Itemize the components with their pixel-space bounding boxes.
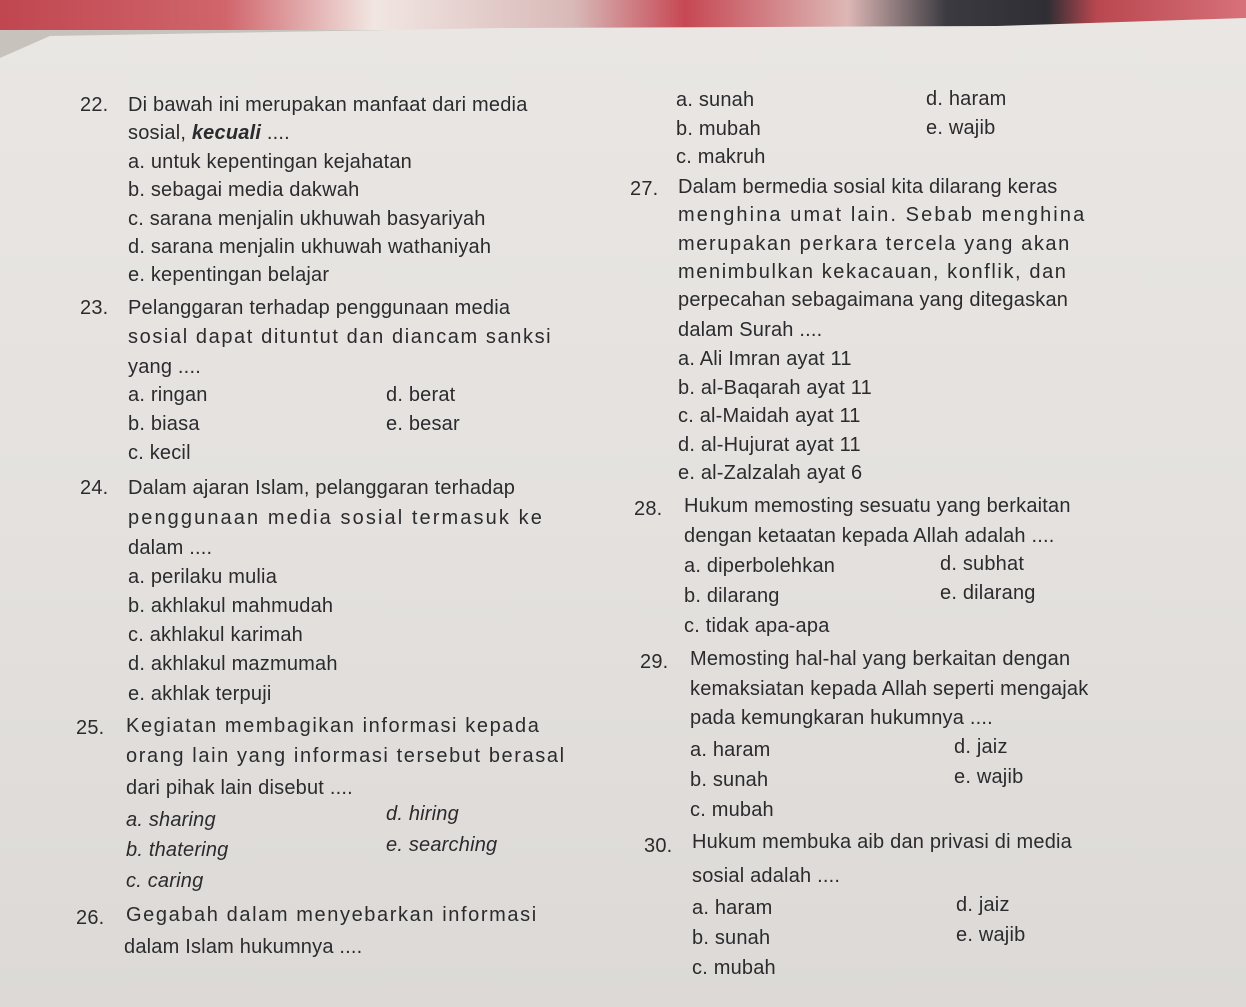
option-e[interactable]: e. al-Zalzalah ayat 6 [678, 462, 863, 484]
option-e[interactable]: e. dilarang [940, 582, 1036, 604]
option-b[interactable]: b. sebagai media dakwah [128, 179, 360, 201]
option-c[interactable]: c. makruh [676, 146, 766, 168]
option-b[interactable]: b. biasa [128, 413, 200, 435]
option-a[interactable]: a. sunah [676, 89, 755, 111]
question-text: Hukum membuka aib dan privasi di media [692, 831, 1072, 853]
option-a[interactable]: a. Ali Imran ayat 11 [678, 348, 852, 370]
question-number: 26. [76, 907, 105, 929]
question-text: yang .... [128, 356, 201, 378]
option-d[interactable]: d. al-Hujurat ayat 11 [678, 434, 861, 456]
question-number: 23. [80, 297, 109, 319]
question-text: Di bawah ini merupakan manfaat dari media [128, 94, 528, 116]
option-c[interactable]: c. mubah [690, 799, 774, 821]
question-text: Pelanggaran terhadap penggunaan media [128, 297, 511, 319]
option-d[interactable]: d. akhlakul mazmumah [128, 653, 338, 675]
option-c[interactable]: c. tidak apa-apa [684, 615, 830, 637]
option-a[interactable]: a. perilaku mulia [128, 566, 278, 588]
option-a[interactable]: a. ringan [128, 384, 208, 406]
option-a[interactable]: a. untuk kepentingan kejahatan [128, 151, 412, 173]
question-text: penggunaan media sosial termasuk ke [128, 507, 544, 529]
option-d[interactable]: d. jaiz [954, 736, 1008, 758]
question-text: merupakan perkara tercela yang akan [678, 233, 1071, 255]
question-text: Hukum memosting sesuatu yang berkaitan [684, 495, 1071, 517]
option-d[interactable]: d. berat [386, 384, 456, 406]
option-b[interactable]: b. dilarang [684, 585, 780, 607]
option-e[interactable]: e. besar [386, 413, 460, 435]
option-a[interactable]: a. diperbolehkan [684, 555, 836, 577]
question-text: dengan ketaatan kepada Allah adalah .... [684, 525, 1055, 547]
question-text: dalam .... [128, 537, 213, 559]
question-text: sosial, kecuali .... [128, 122, 290, 144]
option-d[interactable]: d. haram [926, 88, 1007, 110]
question-text: pada kemungkaran hukumnya .... [690, 707, 993, 729]
option-d[interactable]: d. jaiz [956, 894, 1010, 916]
question-text: orang lain yang informasi tersebut berasal [126, 745, 566, 767]
option-e[interactable]: e. searching [386, 834, 498, 856]
question-text: Memosting hal-hal yang berkaitan dengan [690, 648, 1071, 670]
option-c[interactable]: c. al-Maidah ayat 11 [678, 405, 861, 427]
option-b[interactable]: b. thatering [126, 839, 229, 861]
option-b[interactable]: b. mubah [676, 118, 761, 140]
question-text: Gegabah dalam menyebarkan informasi [126, 904, 538, 926]
question-text: kemaksiatan kepada Allah seperti mengajak [690, 678, 1089, 700]
option-e[interactable]: e. wajib [954, 766, 1024, 788]
option-e[interactable]: e. wajib [956, 924, 1026, 946]
question-text: dari pihak lain disebut .... [126, 777, 353, 799]
option-c[interactable]: c. kecil [128, 442, 191, 464]
option-b[interactable]: b. sunah [692, 927, 771, 949]
question-number: 25. [76, 717, 105, 739]
option-a[interactable]: a. haram [690, 739, 771, 761]
option-e[interactable]: e. wajib [926, 117, 996, 139]
question-number: 24. [80, 477, 109, 499]
option-e[interactable]: e. kepentingan belajar [128, 264, 330, 286]
option-c[interactable]: c. sarana menjalin ukhuwah basyariyah [128, 208, 486, 230]
question-number: 22. [80, 94, 109, 116]
option-e[interactable]: e. akhlak terpuji [128, 683, 272, 705]
option-d[interactable]: d. subhat [940, 553, 1025, 575]
option-b[interactable]: b. al-Baqarah ayat 11 [678, 377, 872, 399]
option-c[interactable]: c. akhlakul karimah [128, 624, 303, 646]
question-text: sosial adalah .... [692, 865, 841, 887]
question-text: perpecahan sebagaimana yang ditegaskan [678, 289, 1069, 311]
question-text: Dalam bermedia sosial kita dilarang keras [678, 176, 1058, 198]
question-text: dalam Islam hukumnya .... [124, 936, 363, 958]
option-d[interactable]: d. hiring [386, 803, 459, 825]
question-text: sosial dapat dituntut dan diancam sanksi [128, 326, 553, 348]
question-text: Kegiatan membagikan informasi kepada [126, 715, 541, 737]
option-b[interactable]: b. akhlakul mahmudah [128, 595, 334, 617]
question-number: 28. [634, 498, 663, 520]
question-number: 27. [630, 178, 659, 200]
question-text: menghina umat lain. Sebab menghina [678, 204, 1087, 226]
question-text: menimbulkan kekacauan, konflik, dan [678, 261, 1068, 283]
option-b[interactable]: b. sunah [690, 769, 769, 791]
option-c[interactable]: c. caring [126, 870, 204, 892]
question-text: dalam Surah .... [678, 319, 823, 341]
question-text: Dalam ajaran Islam, pelanggaran terhadap [128, 477, 516, 499]
option-a[interactable]: a. sharing [126, 809, 216, 831]
question-number: 30. [644, 835, 673, 857]
option-d[interactable]: d. sarana menjalin ukhuwah wathaniyah [128, 236, 492, 258]
question-number: 29. [640, 651, 669, 673]
option-c[interactable]: c. mubah [692, 957, 776, 979]
option-a[interactable]: a. haram [692, 897, 773, 919]
